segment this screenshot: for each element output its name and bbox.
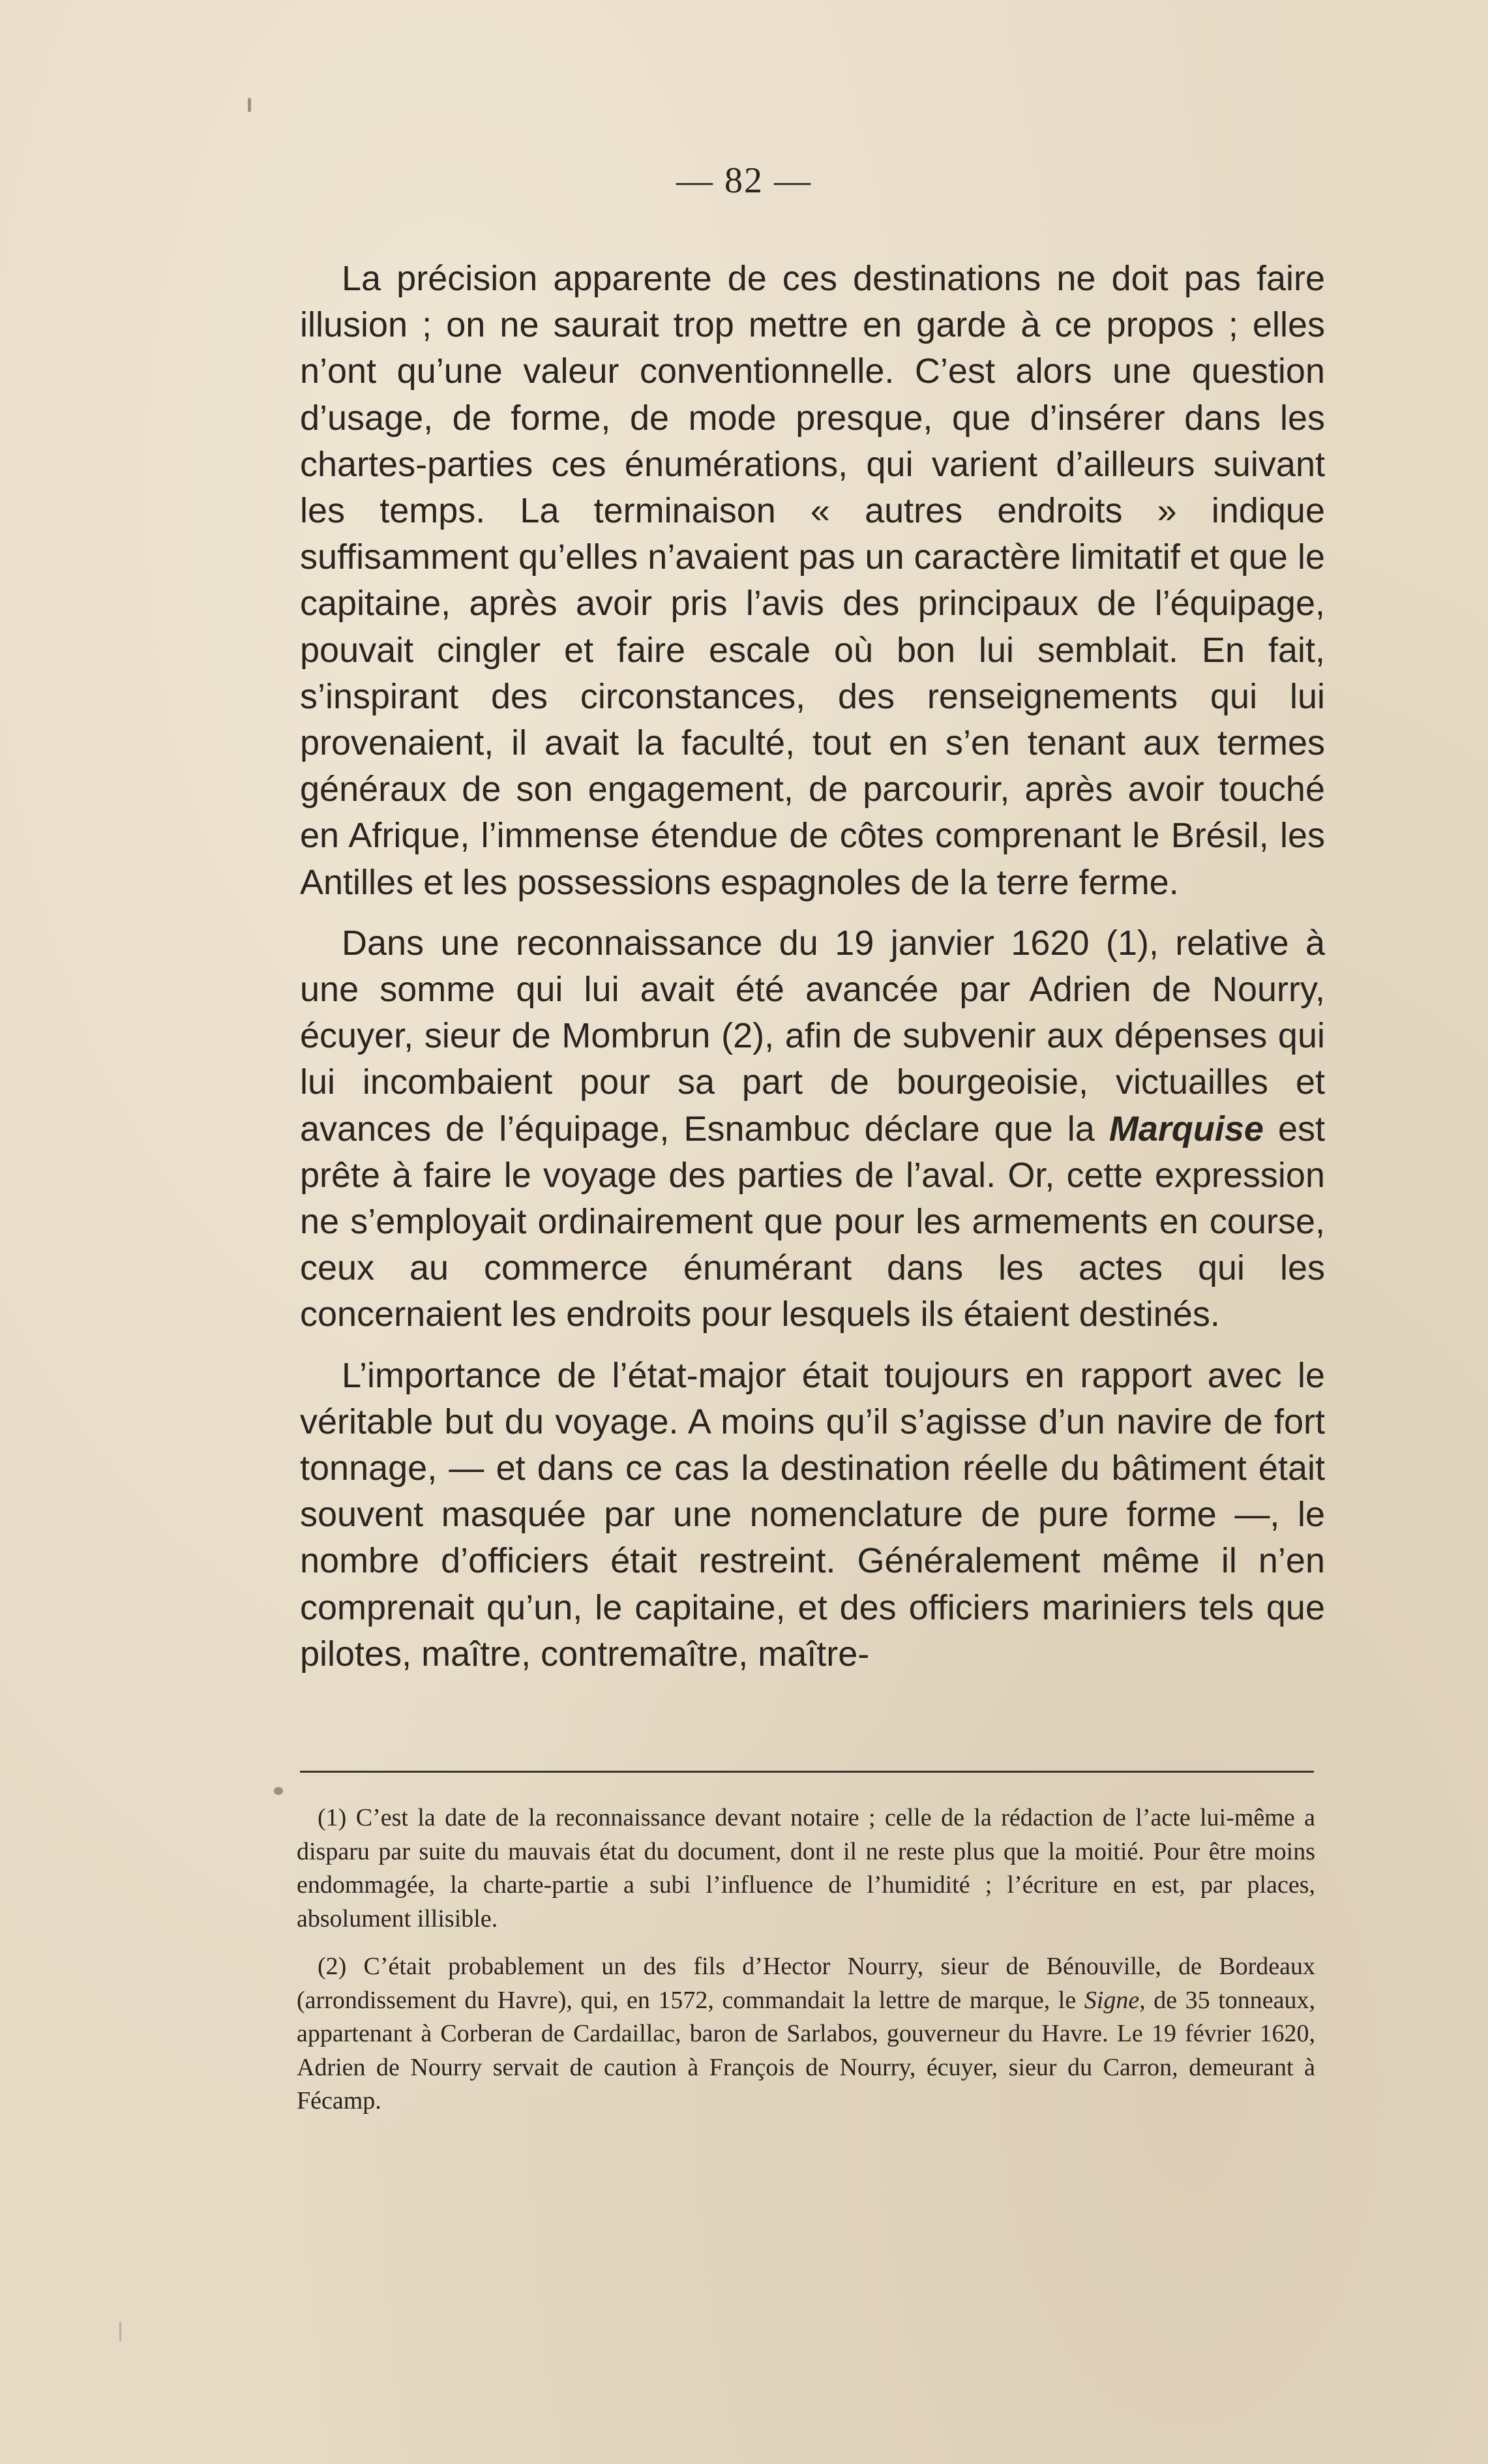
paper-speck (274, 1787, 283, 1795)
ship-name-marquise: Marquise (1109, 1109, 1264, 1149)
paragraph-text-before: Dans une reconnaissance du 19 janvier 1620 (1), relative à une somme qui lui avait été avancée par Adrien de Nourry, écuyer, sieur de Mombrun (2), afin de subvenir aux dépenses qui lui incombaient pour sa part de bourgeoisie, victuailles et avances de l’équipage, Esnambuc déclare que la (300, 923, 1325, 1149)
paper-speck (119, 2322, 121, 2341)
footnote-1: (1) C’est la date de la reconnaissance devant notaire ; celle de la rédaction de l’acte lui-même a disparu par suite du mauvais état du document, dont il ne reste plus que la moitié. Pour être moins endommagée, la charte-partie a subi l’influence de l’humidité ; l’écriture en est, par places, absolument illisible. (297, 1804, 1315, 1932)
footnote-divider (300, 1771, 1314, 1773)
ship-name-signe: Signe (1084, 1986, 1140, 2014)
paragraph-reconnaissance (300, 920, 1325, 1338)
footnote-2 (297, 1950, 1315, 2118)
main-text (300, 256, 1325, 1692)
footnote-text-before: (2) C’était probablement un des fils d’Hector Nourry, sieur de Bénouville, de Bordeaux (arrondissement du Havre), qui, en 1572, commandait la lettre de marque, le (297, 1953, 1315, 2014)
paragraph-destinations: La précision apparente de ces destinations ne doit pas faire illusion ; on ne saurait trop mettre en garde à ce propos ; elles n’ont qu’une valeur conventionnelle. C’est alors une question d’usage, de forme, de mode presque, que d’insérer dans les chartes-parties ces énumérations, qui varient d’ailleurs suivant les temps. La terminaison « autres endroits » indique suffisamment qu’elles n’avaient pas un caractère limitatif et que le capitaine, après avoir pris l’avis des principaux de l’équipage, pouvait cingler et faire escale où bon lui semblait. En fait, s’inspirant des circonstances, des renseignements qui lui provenaient, il avait la faculté, tout en s’en tenant aux termes généraux de son engagement, de parcourir, après avoir touché en Afrique, l’immense étendue de côtes comprenant le Brésil, les Antilles et les possessions espagnoles de la terre ferme. (300, 259, 1325, 902)
footnotes (297, 1801, 1315, 2133)
paragraph-etat-major: L’importance de l’état-major était toujours en rapport avec le véritable but du voyage. A moins qu’il s’agisse d’un navire de fort tonnage, — et dans ce cas la destination réelle du bâtiment était souvent masquée par une nomenclature de pure forme —, le nombre d’officiers était restreint. Généralement même il n’en comprenait qu’un, le capitaine, et des officiers mariniers tels que pilotes, maître, contremaître, maître- (300, 1355, 1325, 1674)
paragraph-text-after: est prête à faire le voyage des parties de l’aval. Or, cette expression ne s’employait ordinairement que pour les armements en course, ceux au commerce énumérant dans les actes qui les concernaient les endroits pour lesquels ils étaient destinés. (300, 1109, 1325, 1334)
paper-speck (248, 98, 251, 112)
page-number: — 82 — (676, 160, 812, 201)
footnote-text-after: , de 35 tonneaux, appartenant à Corberan de Cardaillac, baron de Sarlabos, gouverneur du Havre. Le 19 février 1620, Adrien de Nourry servait de caution à François de Nourry, écuyer, sieur du Carron, demeurant à Fécamp. (297, 1986, 1316, 2114)
